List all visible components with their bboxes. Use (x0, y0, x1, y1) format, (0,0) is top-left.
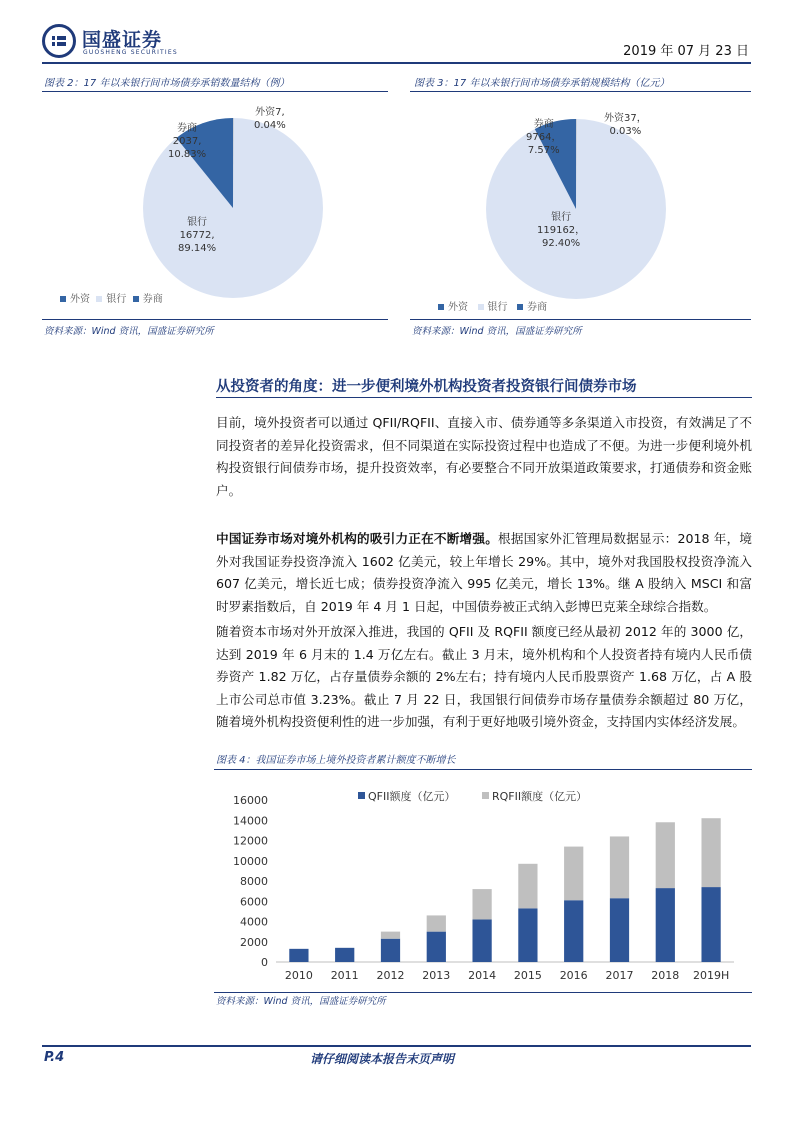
bar-rqfii-2014 (472, 889, 491, 919)
x-tick-label: 2011 (330, 969, 359, 982)
bar-rqfii-2012 (381, 932, 400, 939)
y-tick-label: 0 (261, 956, 268, 969)
figure2-top-rule (42, 91, 388, 92)
bar-qfii-2012 (381, 939, 400, 962)
figure2-label-foreign-name: 外资 (255, 107, 276, 118)
x-tick-label: 2017 (605, 969, 634, 982)
figure3-legend (438, 298, 547, 313)
bar-qfii-2016 (564, 900, 583, 962)
figure3-label-bank-name: 银行 (551, 212, 572, 223)
x-tick-label: 2010 (284, 969, 313, 982)
x-tick-label: 2016 (559, 969, 588, 982)
legend-swatch-broker (517, 304, 523, 310)
y-tick-label: 2000 (240, 935, 268, 949)
bar-rqfii-2018 (656, 822, 675, 888)
figure4-x-axis (285, 969, 729, 982)
legend-bank: 银行 (487, 302, 508, 313)
figure3-label-bank-pct: 92.40% (542, 238, 581, 249)
y-tick-label: 6000 (240, 895, 268, 909)
section-title: 从投资者的角度：进一步便利境外机构投资者投资银行间债券市场 (216, 379, 637, 395)
x-tick-label: 2014 (468, 969, 497, 982)
y-tick-label: 8000 (240, 875, 268, 888)
figure3-label-foreign-name: 外资 (604, 113, 624, 124)
x-tick-label: 2012 (376, 969, 405, 982)
bar-qfii-2014 (472, 919, 491, 962)
figure2-label-bank-pct: 89.14% (178, 243, 217, 254)
page-number: P.4 (44, 1050, 65, 1065)
legend-swatch-qfii (358, 792, 365, 799)
figure3-label-bank-value: 119162， (537, 225, 586, 236)
figure4-bar-chart (214, 772, 752, 992)
bar-rqfii-2017 (610, 836, 629, 898)
figure3-pie (484, 117, 668, 301)
legend-swatch-bank (478, 304, 484, 310)
figure2-label-bank (178, 216, 216, 255)
figure4-top-rule (214, 769, 752, 770)
legend-qfii: QFII额度（亿元） (368, 790, 456, 803)
legend-swatch-foreign (60, 296, 66, 302)
paragraph-2 (216, 528, 752, 618)
bar-qfii-2018 (656, 888, 675, 962)
figure3-bottom-rule (410, 319, 751, 320)
x-tick-label: 2018 (651, 969, 680, 982)
figure2-label-foreign (254, 106, 286, 132)
logo-mark-icon (42, 24, 76, 58)
figure3-label-foreign-value: 37， (624, 113, 647, 124)
bar-rqfii-2015 (518, 864, 537, 909)
company-logo (42, 24, 202, 58)
figure3-label-broker (526, 118, 561, 157)
legend-broker: 券商 (142, 294, 163, 305)
figure2-legend (60, 290, 163, 305)
figure2-label-foreign-pct: 0.04% (254, 120, 286, 131)
y-tick-label: 12000 (233, 834, 268, 848)
paragraph-2-body: 根据国家外汇管理局数据显示：2018 年，境外对我国证券投资净流入 1602 亿美元，较上年增长 29%。其中，境外对我国股权投资净流入 607 亿美元，增长近七成；债券投资净流入 995 亿美元，增长 13%。继 A 股纳入 MSCI 和富时罗素指数后，自 2019 年 4 月 1 日起，中国债券被正式纳入彭博巴克莱全球综合指数。 (216, 531, 753, 614)
figure3-label-broker-value: 9764， (526, 132, 562, 143)
y-tick-label: 4000 (240, 915, 268, 929)
bar-qfii-2019H (701, 887, 720, 962)
bar-qfii-2017 (610, 898, 629, 962)
figure3-label-broker-name: 券商 (533, 119, 554, 130)
figure3-label-broker-pct: 7.57% (527, 145, 560, 156)
y-tick-label: 16000 (233, 794, 268, 807)
legend-foreign: 外资 (448, 302, 468, 313)
figure4-legend (358, 789, 587, 803)
figure3-label-foreign-pct: 0.03% (609, 126, 642, 137)
figure2-label-broker-pct: 10.83% (168, 149, 207, 160)
legend-rqfii: RQFII额度（亿元） (492, 790, 588, 803)
logo-text: 国盛证券 (82, 29, 163, 51)
x-tick-label: 2019H (692, 969, 730, 982)
figure3-source: 资料来源：Wind 资讯，国盛证券研究所 (412, 326, 582, 337)
bar-qfii-2010 (289, 949, 308, 962)
y-tick-label: 10000 (233, 854, 268, 868)
legend-swatch-foreign (438, 304, 444, 310)
figure2-title: 图表 2：17 年以来银行间市场债券承销数量结构（例） (44, 78, 290, 89)
bar-qfii-2013 (427, 932, 446, 962)
bar-rqfii-2016 (564, 847, 583, 901)
figure2-label-bank-name: 银行 (187, 217, 208, 228)
report-date: 2019 年 07 月 23 日 (623, 44, 749, 59)
figure4-bars (289, 818, 720, 962)
bar-rqfii-2019H (701, 818, 720, 887)
legend-bank: 银行 (106, 294, 127, 305)
figure3-label-bank (537, 211, 585, 250)
figure4-source: 资料来源：Wind 资讯，国盛证券研究所 (216, 996, 386, 1007)
figure2-label-broker-value: 2037, (172, 136, 202, 147)
figure3-top-rule (410, 91, 751, 92)
legend-foreign: 外资 (70, 294, 90, 305)
section-divider (216, 397, 752, 398)
legend-swatch-rqfii (482, 792, 489, 799)
paragraph-1: 目前，境外投资者可以通过 QFII/RQFII、直接入市、债券通等多条渠道入市投资，有效满足了不同投资者的差异化投资需求，但不同渠道在实际投资过程中也造成了不便。为进一步便利境外机构投资银行间债券市场，提升投资效率，有必要整合不同开放渠道政策要求，打通债券和资金账户。 (216, 415, 752, 498)
legend-broker: 券商 (527, 302, 548, 313)
paragraph-3: 随着资本市场对外开放深入推进，我国的 QFII 及 RQFII 额度已经从最初 2012 年的 3000 亿，达到 2019 年 6 月末的 1.4 万亿左右。截止 3 月末，境外机构和个人投资者持有境内人民币债券资产 1.82 万亿，占存量债券余额的 2%左右；持有境内人民币股票资产 1.68 万亿，占 A 股上市公司总市值 3.23%。截止 7 月 22 日，我国银行间债券市场存量债券余额超过 80 万亿，随着境外机构投资便利性的进一步加强，有利于更好地吸引境外资金，支持国内实体经济发展。 (216, 624, 752, 729)
figure2-bottom-rule (42, 319, 388, 320)
x-tick-label: 2013 (422, 969, 451, 982)
bar-rqfii-2013 (427, 915, 446, 931)
figure2-label-broker (168, 122, 206, 161)
figure3-title: 图表 3：17 年以来银行间市场债券承销规模结构（亿元） (414, 78, 670, 89)
bar-qfii-2011 (335, 948, 354, 962)
figure3-label-foreign (604, 112, 647, 138)
figure4-title: 图表 4：我国证券市场上境外投资者累计额度不断增长 (216, 755, 456, 766)
y-tick-label: 14000 (233, 814, 268, 828)
disclaimer-note: 请仔细阅读本报告末页声明 (310, 1052, 455, 1066)
legend-swatch-broker (133, 296, 139, 302)
x-tick-label: 2015 (513, 969, 542, 982)
figure2-label-foreign-value: 7, (275, 107, 285, 118)
figure2-label-broker-name: 券商 (177, 123, 198, 134)
figure2-source: 资料来源：Wind 资讯，国盛证券研究所 (44, 326, 214, 337)
paragraph-2-lead: 中国证券市场对境外机构的吸引力正在不断增强。 (216, 531, 499, 546)
footer-divider (42, 1045, 751, 1047)
header-divider (42, 62, 751, 64)
bar-qfii-2015 (518, 908, 537, 962)
logo-subtext: GUOSHENG SECURITIES (83, 49, 178, 56)
figure2-label-bank-value: 16772, (179, 230, 215, 241)
legend-swatch-bank (96, 296, 102, 302)
